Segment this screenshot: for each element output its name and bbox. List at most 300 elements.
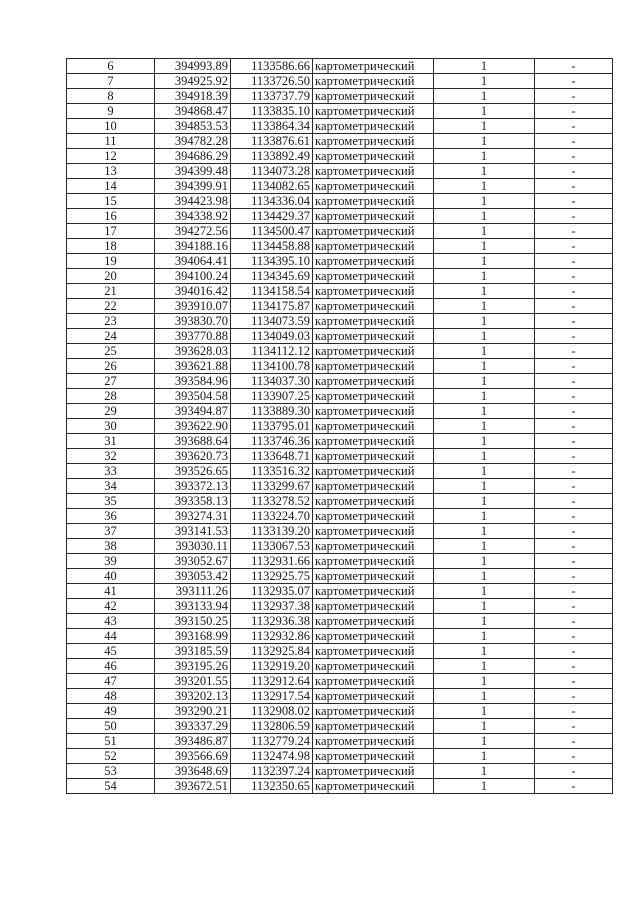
method-cell: картометрический (313, 434, 434, 449)
method-cell: картометрический (313, 164, 434, 179)
y-coordinate-cell: 1133876.61 (231, 134, 313, 149)
x-coordinate-cell: 393150.25 (155, 614, 231, 629)
method-cell: картометрический (313, 374, 434, 389)
x-coordinate-cell: 393372.13 (155, 479, 231, 494)
y-coordinate-cell: 1134175.87 (231, 299, 313, 314)
point-number-cell: 13 (67, 164, 155, 179)
accuracy-cell: 1 (434, 224, 535, 239)
method-cell: картометрический (313, 179, 434, 194)
table-row (67, 344, 613, 359)
method-cell: картометрический (313, 719, 434, 734)
accuracy-cell: 1 (434, 749, 535, 764)
method-cell: картометрический (313, 569, 434, 584)
accuracy-cell: 1 (434, 389, 535, 404)
method-cell: картометрический (313, 689, 434, 704)
x-coordinate-cell: 394918.39 (155, 89, 231, 104)
method-cell: картометрический (313, 479, 434, 494)
y-coordinate-cell: 1132935.07 (231, 584, 313, 599)
accuracy-cell: 1 (434, 269, 535, 284)
x-coordinate-cell: 393168.99 (155, 629, 231, 644)
accuracy-cell: 1 (434, 374, 535, 389)
accuracy-cell: 1 (434, 359, 535, 374)
x-coordinate-cell: 393620.73 (155, 449, 231, 464)
x-coordinate-cell: 394925.92 (155, 74, 231, 89)
accuracy-cell: 1 (434, 59, 535, 74)
note-cell: - (535, 224, 613, 239)
table-row (67, 74, 613, 89)
y-coordinate-cell: 1134158.54 (231, 284, 313, 299)
y-coordinate-cell: 1134073.59 (231, 314, 313, 329)
y-coordinate-cell: 1133907.25 (231, 389, 313, 404)
x-coordinate-cell: 394016.42 (155, 284, 231, 299)
x-coordinate-cell: 393202.13 (155, 689, 231, 704)
table-row (67, 314, 613, 329)
note-cell: - (535, 284, 613, 299)
x-coordinate-cell: 393830.70 (155, 314, 231, 329)
point-number-cell: 29 (67, 404, 155, 419)
x-coordinate-cell: 393201.55 (155, 674, 231, 689)
note-cell: - (535, 89, 613, 104)
table-row (67, 134, 613, 149)
point-number-cell: 37 (67, 524, 155, 539)
table-row (67, 584, 613, 599)
y-coordinate-cell: 1132925.75 (231, 569, 313, 584)
note-cell: - (535, 254, 613, 269)
x-coordinate-cell: 393910.07 (155, 299, 231, 314)
point-number-cell: 22 (67, 299, 155, 314)
accuracy-cell: 1 (434, 134, 535, 149)
table-row (67, 764, 613, 779)
x-coordinate-cell: 393053.42 (155, 569, 231, 584)
point-number-cell: 10 (67, 119, 155, 134)
x-coordinate-cell: 393274.31 (155, 509, 231, 524)
table-row (67, 89, 613, 104)
method-cell: картометрический (313, 779, 434, 794)
y-coordinate-cell: 1134429.37 (231, 209, 313, 224)
note-cell: - (535, 269, 613, 284)
note-cell: - (535, 179, 613, 194)
method-cell: картометрический (313, 224, 434, 239)
point-number-cell: 16 (67, 209, 155, 224)
point-number-cell: 30 (67, 419, 155, 434)
y-coordinate-cell: 1132912.64 (231, 674, 313, 689)
method-cell: картометрический (313, 704, 434, 719)
y-coordinate-cell: 1133067.53 (231, 539, 313, 554)
note-cell: - (535, 479, 613, 494)
table-row (67, 194, 613, 209)
table-row (67, 554, 613, 569)
table-row (67, 479, 613, 494)
note-cell: - (535, 299, 613, 314)
table-row (67, 284, 613, 299)
x-coordinate-cell: 393358.13 (155, 494, 231, 509)
note-cell: - (535, 59, 613, 74)
y-coordinate-cell: 1132932.86 (231, 629, 313, 644)
y-coordinate-cell: 1132917.54 (231, 689, 313, 704)
y-coordinate-cell: 1133795.01 (231, 419, 313, 434)
table-row (67, 719, 613, 734)
note-cell: - (535, 449, 613, 464)
y-coordinate-cell: 1134500.47 (231, 224, 313, 239)
x-coordinate-cell: 393504.58 (155, 389, 231, 404)
method-cell: картометрический (313, 209, 434, 224)
table-row (67, 644, 613, 659)
note-cell: - (535, 524, 613, 539)
table-row (67, 494, 613, 509)
table-row (67, 119, 613, 134)
coordinates-table-body (67, 59, 613, 794)
point-number-cell: 28 (67, 389, 155, 404)
note-cell: - (535, 74, 613, 89)
y-coordinate-cell: 1133516.32 (231, 464, 313, 479)
accuracy-cell: 1 (434, 449, 535, 464)
method-cell: картометрический (313, 614, 434, 629)
point-number-cell: 14 (67, 179, 155, 194)
point-number-cell: 27 (67, 374, 155, 389)
table-row (67, 704, 613, 719)
accuracy-cell: 1 (434, 689, 535, 704)
note-cell: - (535, 659, 613, 674)
x-coordinate-cell: 393052.67 (155, 554, 231, 569)
table-row (67, 404, 613, 419)
note-cell: - (535, 674, 613, 689)
point-number-cell: 21 (67, 284, 155, 299)
table-row (67, 269, 613, 284)
x-coordinate-cell: 393648.69 (155, 764, 231, 779)
point-number-cell: 35 (67, 494, 155, 509)
point-number-cell: 23 (67, 314, 155, 329)
y-coordinate-cell: 1132925.84 (231, 644, 313, 659)
method-cell: картометрический (313, 404, 434, 419)
x-coordinate-cell: 394686.29 (155, 149, 231, 164)
table-row (67, 659, 613, 674)
point-number-cell: 44 (67, 629, 155, 644)
table-row (67, 599, 613, 614)
method-cell: картометрический (313, 674, 434, 689)
note-cell: - (535, 209, 613, 224)
point-number-cell: 41 (67, 584, 155, 599)
y-coordinate-cell: 1132919.20 (231, 659, 313, 674)
method-cell: картометрический (313, 299, 434, 314)
x-coordinate-cell: 393030.11 (155, 539, 231, 554)
point-number-cell: 19 (67, 254, 155, 269)
point-number-cell: 7 (67, 74, 155, 89)
coordinates-table (66, 58, 613, 794)
y-coordinate-cell: 1134395.10 (231, 254, 313, 269)
note-cell: - (535, 134, 613, 149)
y-coordinate-cell: 1132931.66 (231, 554, 313, 569)
x-coordinate-cell: 393141.53 (155, 524, 231, 539)
x-coordinate-cell: 394188.16 (155, 239, 231, 254)
table-row (67, 749, 613, 764)
table-row (67, 149, 613, 164)
table-row (67, 674, 613, 689)
table-row (67, 779, 613, 794)
point-number-cell: 18 (67, 239, 155, 254)
point-number-cell: 8 (67, 89, 155, 104)
x-coordinate-cell: 393195.26 (155, 659, 231, 674)
point-number-cell: 12 (67, 149, 155, 164)
point-number-cell: 9 (67, 104, 155, 119)
table-row (67, 509, 613, 524)
x-coordinate-cell: 393621.88 (155, 359, 231, 374)
x-coordinate-cell: 393486.87 (155, 734, 231, 749)
y-coordinate-cell: 1133737.79 (231, 89, 313, 104)
table-row (67, 299, 613, 314)
accuracy-cell: 1 (434, 314, 535, 329)
note-cell: - (535, 629, 613, 644)
point-number-cell: 24 (67, 329, 155, 344)
accuracy-cell: 1 (434, 329, 535, 344)
note-cell: - (535, 194, 613, 209)
accuracy-cell: 1 (434, 509, 535, 524)
y-coordinate-cell: 1134100.78 (231, 359, 313, 374)
x-coordinate-cell: 393688.64 (155, 434, 231, 449)
x-coordinate-cell: 393584.96 (155, 374, 231, 389)
accuracy-cell: 1 (434, 344, 535, 359)
point-number-cell: 33 (67, 464, 155, 479)
y-coordinate-cell: 1134458.88 (231, 239, 313, 254)
note-cell: - (535, 149, 613, 164)
table-row (67, 164, 613, 179)
accuracy-cell: 1 (434, 554, 535, 569)
x-coordinate-cell: 394399.48 (155, 164, 231, 179)
point-number-cell: 34 (67, 479, 155, 494)
accuracy-cell: 1 (434, 719, 535, 734)
note-cell: - (535, 689, 613, 704)
accuracy-cell: 1 (434, 74, 535, 89)
method-cell: картометрический (313, 494, 434, 509)
method-cell: картометрический (313, 749, 434, 764)
accuracy-cell: 1 (434, 104, 535, 119)
note-cell: - (535, 704, 613, 719)
accuracy-cell: 1 (434, 584, 535, 599)
table-row (67, 569, 613, 584)
y-coordinate-cell: 1134336.04 (231, 194, 313, 209)
accuracy-cell: 1 (434, 254, 535, 269)
point-number-cell: 25 (67, 344, 155, 359)
point-number-cell: 43 (67, 614, 155, 629)
method-cell: картометрический (313, 194, 434, 209)
accuracy-cell: 1 (434, 404, 535, 419)
x-coordinate-cell: 394423.98 (155, 194, 231, 209)
y-coordinate-cell: 1133278.52 (231, 494, 313, 509)
method-cell: картометрический (313, 539, 434, 554)
y-coordinate-cell: 1133746.36 (231, 434, 313, 449)
x-coordinate-cell: 393526.65 (155, 464, 231, 479)
note-cell: - (535, 164, 613, 179)
table-row (67, 734, 613, 749)
y-coordinate-cell: 1133586.66 (231, 59, 313, 74)
point-number-cell: 32 (67, 449, 155, 464)
x-coordinate-cell: 393622.90 (155, 419, 231, 434)
note-cell: - (535, 614, 613, 629)
y-coordinate-cell: 1133892.49 (231, 149, 313, 164)
note-cell: - (535, 344, 613, 359)
note-cell: - (535, 764, 613, 779)
method-cell: картометрический (313, 89, 434, 104)
note-cell: - (535, 314, 613, 329)
method-cell: картометрический (313, 329, 434, 344)
method-cell: картометрический (313, 629, 434, 644)
note-cell: - (535, 749, 613, 764)
method-cell: картометрический (313, 359, 434, 374)
table-row (67, 59, 613, 74)
method-cell: картометрический (313, 734, 434, 749)
x-coordinate-cell: 393185.59 (155, 644, 231, 659)
y-coordinate-cell: 1133835.10 (231, 104, 313, 119)
x-coordinate-cell: 394853.53 (155, 119, 231, 134)
y-coordinate-cell: 1132779.24 (231, 734, 313, 749)
method-cell: картометрический (313, 554, 434, 569)
note-cell: - (535, 119, 613, 134)
note-cell: - (535, 494, 613, 509)
method-cell: картометрический (313, 149, 434, 164)
y-coordinate-cell: 1134082.65 (231, 179, 313, 194)
accuracy-cell: 1 (434, 239, 535, 254)
method-cell: картометрический (313, 254, 434, 269)
x-coordinate-cell: 394399.91 (155, 179, 231, 194)
method-cell: картометрический (313, 449, 434, 464)
table-row (67, 179, 613, 194)
accuracy-cell: 1 (434, 599, 535, 614)
point-number-cell: 48 (67, 689, 155, 704)
method-cell: картометрический (313, 764, 434, 779)
x-coordinate-cell: 393566.69 (155, 749, 231, 764)
note-cell: - (535, 329, 613, 344)
method-cell: картометрический (313, 314, 434, 329)
x-coordinate-cell: 393111.26 (155, 584, 231, 599)
method-cell: картометрический (313, 104, 434, 119)
accuracy-cell: 1 (434, 89, 535, 104)
method-cell: картометрический (313, 389, 434, 404)
table-row (67, 434, 613, 449)
note-cell: - (535, 374, 613, 389)
table-row (67, 329, 613, 344)
x-coordinate-cell: 394272.56 (155, 224, 231, 239)
note-cell: - (535, 554, 613, 569)
accuracy-cell: 1 (434, 149, 535, 164)
table-row (67, 374, 613, 389)
method-cell: картометрический (313, 119, 434, 134)
x-coordinate-cell: 394782.28 (155, 134, 231, 149)
note-cell: - (535, 569, 613, 584)
accuracy-cell: 1 (434, 119, 535, 134)
x-coordinate-cell: 394100.24 (155, 269, 231, 284)
y-coordinate-cell: 1133224.70 (231, 509, 313, 524)
accuracy-cell: 1 (434, 704, 535, 719)
note-cell: - (535, 389, 613, 404)
method-cell: картометрический (313, 509, 434, 524)
y-coordinate-cell: 1132937.38 (231, 599, 313, 614)
point-number-cell: 51 (67, 734, 155, 749)
point-number-cell: 11 (67, 134, 155, 149)
point-number-cell: 36 (67, 509, 155, 524)
table-row (67, 239, 613, 254)
y-coordinate-cell: 1132397.24 (231, 764, 313, 779)
point-number-cell: 17 (67, 224, 155, 239)
y-coordinate-cell: 1132806.59 (231, 719, 313, 734)
accuracy-cell: 1 (434, 464, 535, 479)
note-cell: - (535, 419, 613, 434)
x-coordinate-cell: 393494.87 (155, 404, 231, 419)
point-number-cell: 39 (67, 554, 155, 569)
point-number-cell: 38 (67, 539, 155, 554)
accuracy-cell: 1 (434, 779, 535, 794)
point-number-cell: 26 (67, 359, 155, 374)
table-row (67, 629, 613, 644)
table-row (67, 359, 613, 374)
point-number-cell: 6 (67, 59, 155, 74)
accuracy-cell: 1 (434, 539, 535, 554)
y-coordinate-cell: 1132908.02 (231, 704, 313, 719)
point-number-cell: 54 (67, 779, 155, 794)
x-coordinate-cell: 394338.92 (155, 209, 231, 224)
note-cell: - (535, 509, 613, 524)
note-cell: - (535, 734, 613, 749)
y-coordinate-cell: 1133726.50 (231, 74, 313, 89)
table-row (67, 524, 613, 539)
y-coordinate-cell: 1133889.30 (231, 404, 313, 419)
table-row (67, 224, 613, 239)
note-cell: - (535, 404, 613, 419)
accuracy-cell: 1 (434, 524, 535, 539)
note-cell: - (535, 359, 613, 374)
accuracy-cell: 1 (434, 629, 535, 644)
x-coordinate-cell: 393290.21 (155, 704, 231, 719)
note-cell: - (535, 719, 613, 734)
accuracy-cell: 1 (434, 179, 535, 194)
table-row (67, 449, 613, 464)
method-cell: картометрический (313, 524, 434, 539)
y-coordinate-cell: 1133864.34 (231, 119, 313, 134)
table-row (67, 614, 613, 629)
note-cell: - (535, 539, 613, 554)
method-cell: картометрический (313, 284, 434, 299)
method-cell: картометрический (313, 269, 434, 284)
note-cell: - (535, 434, 613, 449)
accuracy-cell: 1 (434, 434, 535, 449)
point-number-cell: 45 (67, 644, 155, 659)
y-coordinate-cell: 1133299.67 (231, 479, 313, 494)
y-coordinate-cell: 1134037.30 (231, 374, 313, 389)
note-cell: - (535, 779, 613, 794)
accuracy-cell: 1 (434, 494, 535, 509)
table-row (67, 689, 613, 704)
accuracy-cell: 1 (434, 644, 535, 659)
method-cell: картометрический (313, 59, 434, 74)
method-cell: картометрический (313, 644, 434, 659)
x-coordinate-cell: 393337.29 (155, 719, 231, 734)
note-cell: - (535, 599, 613, 614)
point-number-cell: 50 (67, 719, 155, 734)
point-number-cell: 15 (67, 194, 155, 209)
method-cell: картометрический (313, 599, 434, 614)
note-cell: - (535, 239, 613, 254)
method-cell: картометрический (313, 344, 434, 359)
point-number-cell: 46 (67, 659, 155, 674)
x-coordinate-cell: 393672.51 (155, 779, 231, 794)
point-number-cell: 49 (67, 704, 155, 719)
x-coordinate-cell: 394868.47 (155, 104, 231, 119)
method-cell: картометрический (313, 464, 434, 479)
y-coordinate-cell: 1134345.69 (231, 269, 313, 284)
accuracy-cell: 1 (434, 209, 535, 224)
table-row (67, 464, 613, 479)
note-cell: - (535, 464, 613, 479)
accuracy-cell: 1 (434, 164, 535, 179)
point-number-cell: 52 (67, 749, 155, 764)
